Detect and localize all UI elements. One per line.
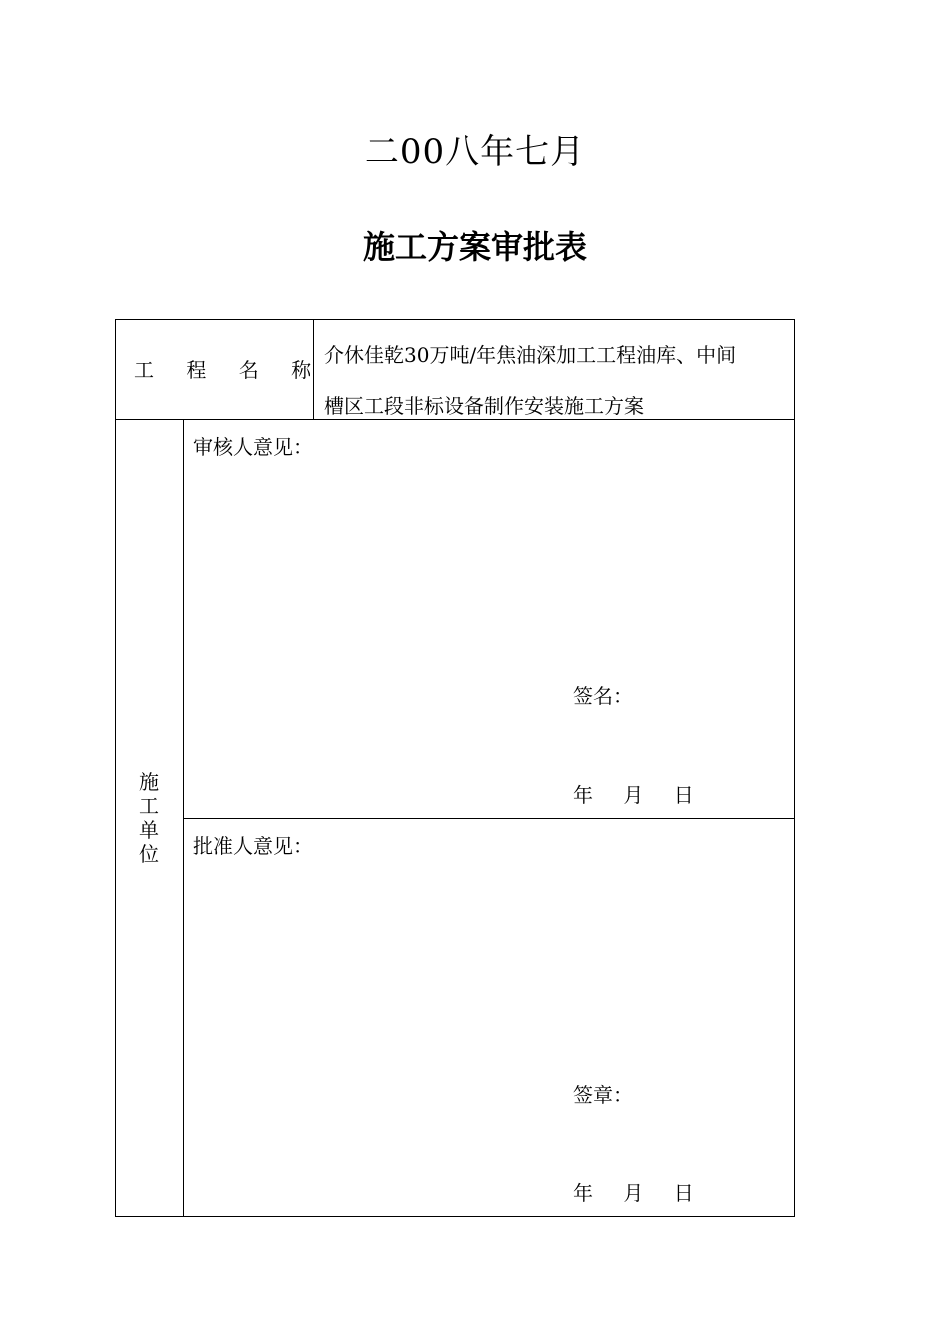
- approval-form-table: [115, 319, 795, 1217]
- side-label-char: 单: [139, 818, 159, 842]
- day-label: 日: [673, 1181, 694, 1205]
- side-label-char: 工: [139, 794, 159, 818]
- month-label: 月: [623, 783, 644, 807]
- month-label: 月: [623, 1181, 644, 1205]
- reviewer-date: [573, 781, 694, 809]
- project-name-value: [324, 330, 794, 432]
- reviewer-opinion-label: 审核人意见：: [193, 435, 313, 459]
- approver-opinion-label: 批准人意见：: [193, 834, 313, 858]
- year-label: 年: [573, 783, 593, 807]
- side-label-char: 位: [139, 842, 159, 866]
- year-label: 年: [573, 1181, 593, 1205]
- reviewer-signature-label: 签名：: [573, 684, 633, 708]
- side-label-char: 施: [139, 770, 159, 794]
- project-name-label: 工 程 名 称: [134, 358, 325, 382]
- construction-unit-label: [134, 770, 164, 866]
- document-title: 施工方案审批表: [362, 228, 587, 266]
- approver-date: [573, 1179, 694, 1207]
- project-name-line-2: 槽区工段非标设备制作安装施工方案: [324, 394, 644, 418]
- day-label: 日: [673, 783, 694, 807]
- section-divider: [183, 818, 794, 819]
- document-date: 二00八年七月: [364, 132, 586, 172]
- approver-signature-label: 签章：: [573, 1083, 633, 1107]
- project-name-line-1: 介休佳乾30万吨/年焦油深加工工程油库、中间: [324, 343, 737, 367]
